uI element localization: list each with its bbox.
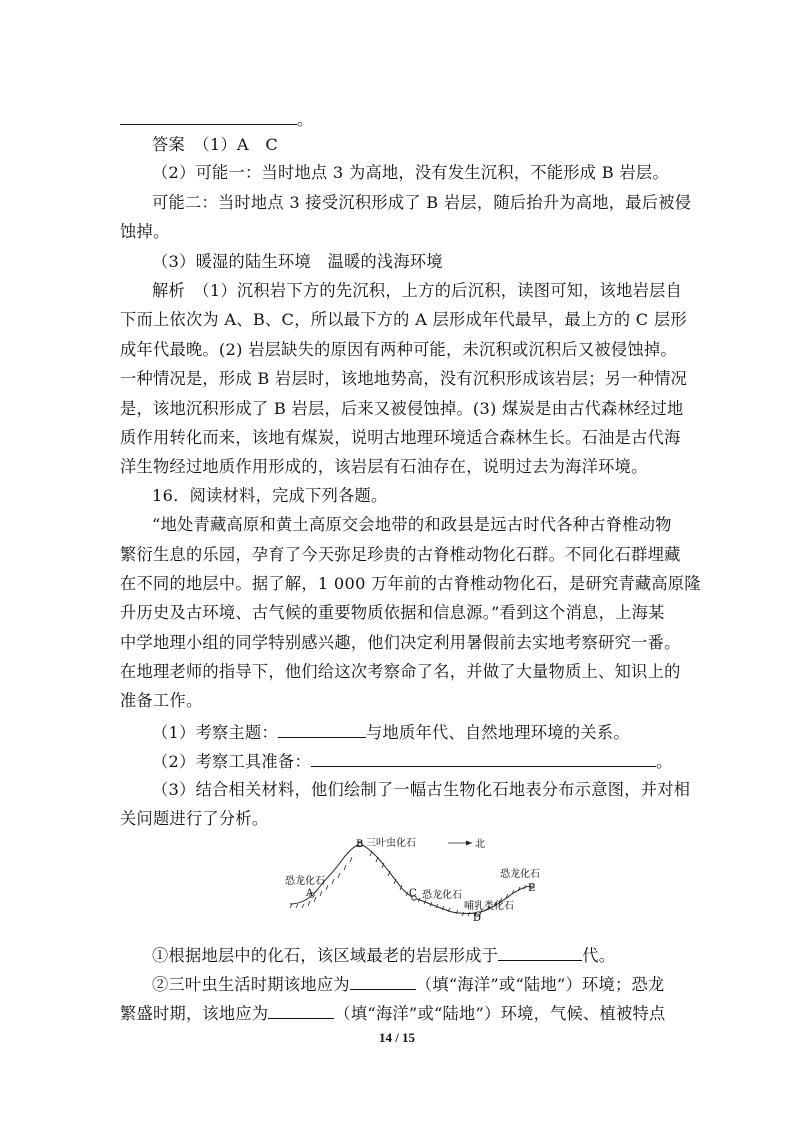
answer-blank-line: 。: [120, 108, 314, 130]
blank-underline: [268, 1002, 334, 1019]
blank-underline: [350, 973, 416, 990]
analysis-line-6: 质作用转化而来，该地有煤炭，说明古地理环境适合森林生长。石油是古代海: [120, 428, 681, 447]
question-16-3-sub2-continuation: 繁盛时期，该地应为 （填“海洋”或“陆地”）环境，气候、植被特点: [120, 1004, 666, 1023]
material-line-4: 升历史及古环境、古气候的重要物质依据和信息源。”看到这个消息，上海某: [120, 603, 665, 622]
blank-underline: [120, 108, 297, 125]
trilobite-fossil-label: 三叶虫化石: [366, 838, 416, 849]
question-16-3-sub1: ①根据地层中的化石，该区域最老的岩层形成于 代。: [152, 946, 616, 965]
analysis-line-1: 解析 （1）沉积岩下方的先沉积，上方的后沉积，读图可知，该地岩层自: [152, 281, 683, 300]
answer-part2-continuation: 蚀掉。: [120, 222, 170, 241]
north-arrow-icon: [466, 841, 472, 846]
material-line-2: 繁衍生息的乐园，孕育了今天弥足珍贵的古脊椎动物化石群。不同化石群埋藏: [120, 545, 681, 564]
material-line-7: 准备工作。: [120, 691, 203, 710]
point-d-letter: D: [473, 913, 482, 924]
question-16-title: 16．阅读材料，完成下列各题。: [152, 486, 388, 505]
answer-heading: 答案 （1）A C: [152, 135, 279, 154]
point-a-letter: A: [306, 888, 314, 899]
analysis-line-7: 洋生物经过地质作用形成的，该岩层有石油存在，说明过去为海洋环境。: [120, 457, 648, 476]
material-line-1: “地处青藏高原和黄土高原交会地带的和政县是远古时代各种古脊椎动物: [152, 515, 672, 534]
analysis-line-5: 是，该地沉积形成了 B 岩层，后来又被侵蚀掉。(3) 煤炭是由古代森林经过地: [120, 399, 684, 418]
analysis-line-3: 成年代最晚。(2) 岩层缺失的原因有两种可能，未沉积或沉积后又被侵蚀掉。: [120, 340, 677, 359]
north-label: 北: [475, 839, 485, 850]
answer-part3: （3）暖湿的陆生环境 温暖的浅海环境: [152, 252, 443, 271]
question-16-3: （3）结合相关材料，他们绘制了一幅古生物化石地表分布示意图，并对相: [152, 780, 691, 799]
question-16-3-sub2: ②三叶虫生活时期该地应为 （填“海洋”或“陆地”）环境；恐龙: [152, 975, 665, 994]
fossil-distribution-diagram: [282, 834, 554, 924]
point-e-letter: E: [528, 883, 536, 894]
answer-part2-possibility1: （2）可能一：当时地点 3 为高地，没有发生沉积，不能形成 B 岩层。: [152, 163, 669, 182]
material-line-3: 在不同的地层中。据了解，1 000 万年前的古脊椎动物化石，是研究青藏高原隆: [120, 574, 701, 593]
point-b-letter: B: [356, 839, 364, 850]
question-16-3-continuation: 关问题进行了分析。: [120, 809, 269, 828]
question-16-2: （2）考察工具准备： 。: [152, 752, 673, 771]
question-16-1: （1）考察主题： 与地质年代、自然地理环境的关系。: [152, 723, 630, 742]
blank-underline: [311, 750, 656, 767]
mammal-fossil-label: 哺乳类化石: [464, 901, 514, 912]
point-c-letter: C: [409, 888, 417, 899]
blank-underline: [498, 944, 582, 961]
material-line-5: 中学地理小组的同学特别感兴趣，他们决定利用暑假前去实地考察研究一番。: [120, 633, 681, 652]
analysis-line-2: 下而上依次为 A、B、C，所以最下方的 A 层形成年代最早，最上方的 C 层形: [120, 310, 687, 329]
dinosaur-fossil-label-e: 恐龙化石: [500, 869, 540, 880]
blank-underline: [278, 721, 366, 738]
page-number: 14 / 15: [378, 1030, 416, 1045]
dinosaur-fossil-label-c: 恐龙化石: [422, 890, 462, 901]
dinosaur-fossil-label-a: 恐龙化石: [285, 876, 325, 887]
material-line-6: 在地理老师的指导下，他们给这次考察命了名，并做了大量物质上、知识上的: [120, 662, 681, 681]
analysis-line-4: 一种情况是，形成 B 岩层时，该地地势高，没有沉积形成该岩层；另一种情况: [120, 369, 688, 388]
answer-part2-possibility2: 可能二：当时地点 3 接受沉积形成了 B 岩层，随后抬升为高地，最后被侵: [152, 193, 692, 212]
